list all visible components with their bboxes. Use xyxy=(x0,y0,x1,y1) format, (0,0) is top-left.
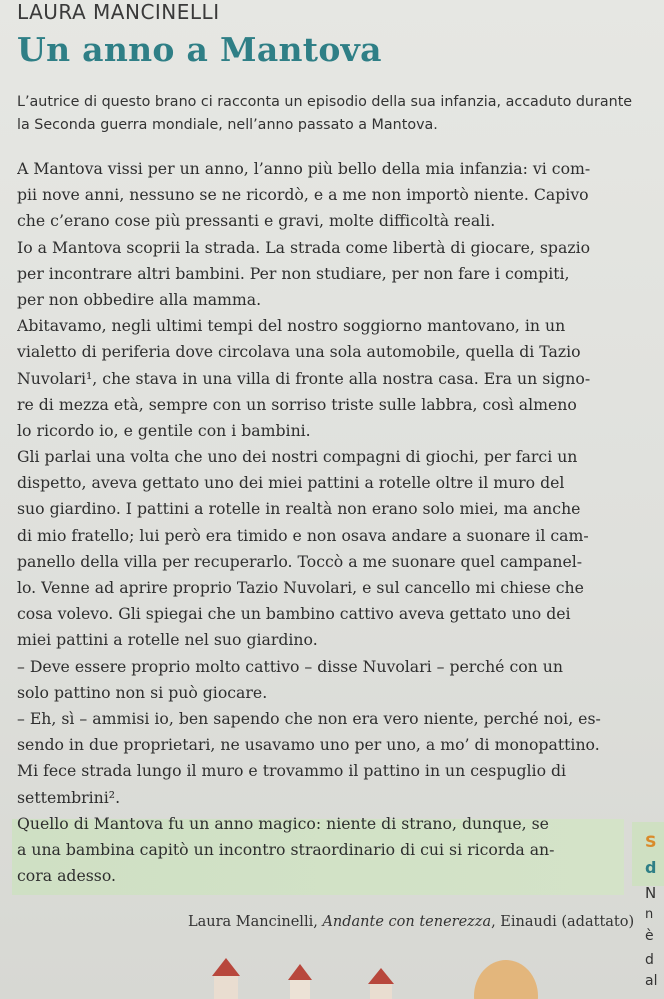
text-line-highlighted: a una bambina capitò un incontro straordinario di cui si ricorda an- xyxy=(17,839,555,859)
tower-middle xyxy=(288,964,312,999)
text-line: sendo in due proprietari, ne usavamo uno per uno, a mo’ di monopattino. xyxy=(17,735,600,755)
text-line: – Deve essere proprio molto cattivo – disse Nuvolari – perché con un xyxy=(17,656,563,676)
side-column-letter: d xyxy=(645,952,654,968)
text-line: lo ricordo io, e gentile con i bambini. xyxy=(17,420,311,440)
text-line: miei pattini a rotelle nel suo giardino. xyxy=(17,630,318,650)
story-text xyxy=(17,156,657,889)
text-line: vialetto di periferia dove circolava una sola automobile, quella di Tazio xyxy=(17,342,581,362)
text-line: Abitavamo, negli ultimi tempi del nostro soggiorno mantovano, in un xyxy=(17,316,566,336)
page-title: Un anno a Mantova xyxy=(17,30,382,69)
text-line: per incontrare altri bambini. Per non studiare, per non fare i compiti, xyxy=(17,263,570,283)
side-column-letter: N xyxy=(645,884,657,902)
text-line: – Eh, sì – ammisi io, ben sapendo che non era vero niente, perché noi, es- xyxy=(17,708,601,728)
text-line: Io a Mantova scoprii la strada. La strada come libertà di giocare, spazio xyxy=(17,237,591,257)
text-line: per non obbedire alla mamma. xyxy=(17,289,262,309)
side-column-letter: S xyxy=(645,832,657,851)
author-name: LAURA MANCINELLI xyxy=(17,0,220,24)
text-line: Gli parlai una volta che uno dei nostri compagni di giochi, per farci un xyxy=(17,447,578,467)
text-line: di mio fratello; lui però era timido e non osava andare a suonare il cam- xyxy=(17,525,589,545)
text-line: suo giardino. I pattini a rotelle in realtà non erano solo miei, ma anche xyxy=(17,499,581,519)
text-line: dispetto, aveva gettato uno dei miei pattini a rotelle oltre il muro del xyxy=(17,473,565,493)
text-line-highlighted: Quello di Mantova fu un anno magico: niente di strano, dunque, se xyxy=(17,813,549,833)
side-column-letter: è xyxy=(645,928,654,944)
text-line: lo. Venne ad aprire proprio Tazio Nuvolari, e sul cancello mi chiese che xyxy=(17,578,584,597)
tower-right xyxy=(368,968,394,999)
source-publisher: , Einaudi (adattato) xyxy=(491,914,635,930)
text-line: solo pattino non si può giocare. xyxy=(17,682,268,702)
side-column-letter: d xyxy=(645,858,657,877)
text-line: pii nove anni, nessuno se ne ricordò, e a me non importò niente. Capivo xyxy=(17,185,589,205)
text-line: A Mantova vissi per un anno, l’anno più bello della mia infanzia: vi com- xyxy=(17,159,591,178)
text-line: Nuvolari¹, che stava in una villa di fronte alla nostra casa. Era un signo- xyxy=(17,368,591,388)
tree-shape xyxy=(474,960,538,999)
text-line: panello della villa per recuperarlo. Toccò a me suonare quel campanel- xyxy=(17,551,583,571)
text-line: re di mezza età, sempre con un sorriso triste sulle labbra, così almeno xyxy=(17,394,577,414)
intro-paragraph: L’autrice di questo brano ci racconta un episodio della sua infanzia, accaduto durante la Seconda guerra mondiale, nell’anno passato a Mantova. xyxy=(17,94,633,133)
side-column-letter: n xyxy=(645,907,654,922)
source-work-title: Andante con tenerezza xyxy=(322,914,492,930)
text-line: Mi fece strada lungo il muro e trovammo il pattino in un cespuglio di xyxy=(17,761,567,781)
text-line: cosa volevo. Gli spiegai che un bambino cattivo aveva gettato uno dei xyxy=(17,604,571,624)
source-citation xyxy=(188,914,634,930)
text-line: che c’erano cose più pressanti e gravi, molte difficoltà reali. xyxy=(17,211,496,231)
source-author: Laura Mancinelli, xyxy=(188,914,323,930)
tower-left xyxy=(212,958,240,999)
text-line-highlighted: cora adesso. xyxy=(17,866,117,886)
text-line: settembrini². xyxy=(17,787,121,807)
town-illustration xyxy=(0,950,664,999)
side-column-letter: al xyxy=(645,973,658,989)
